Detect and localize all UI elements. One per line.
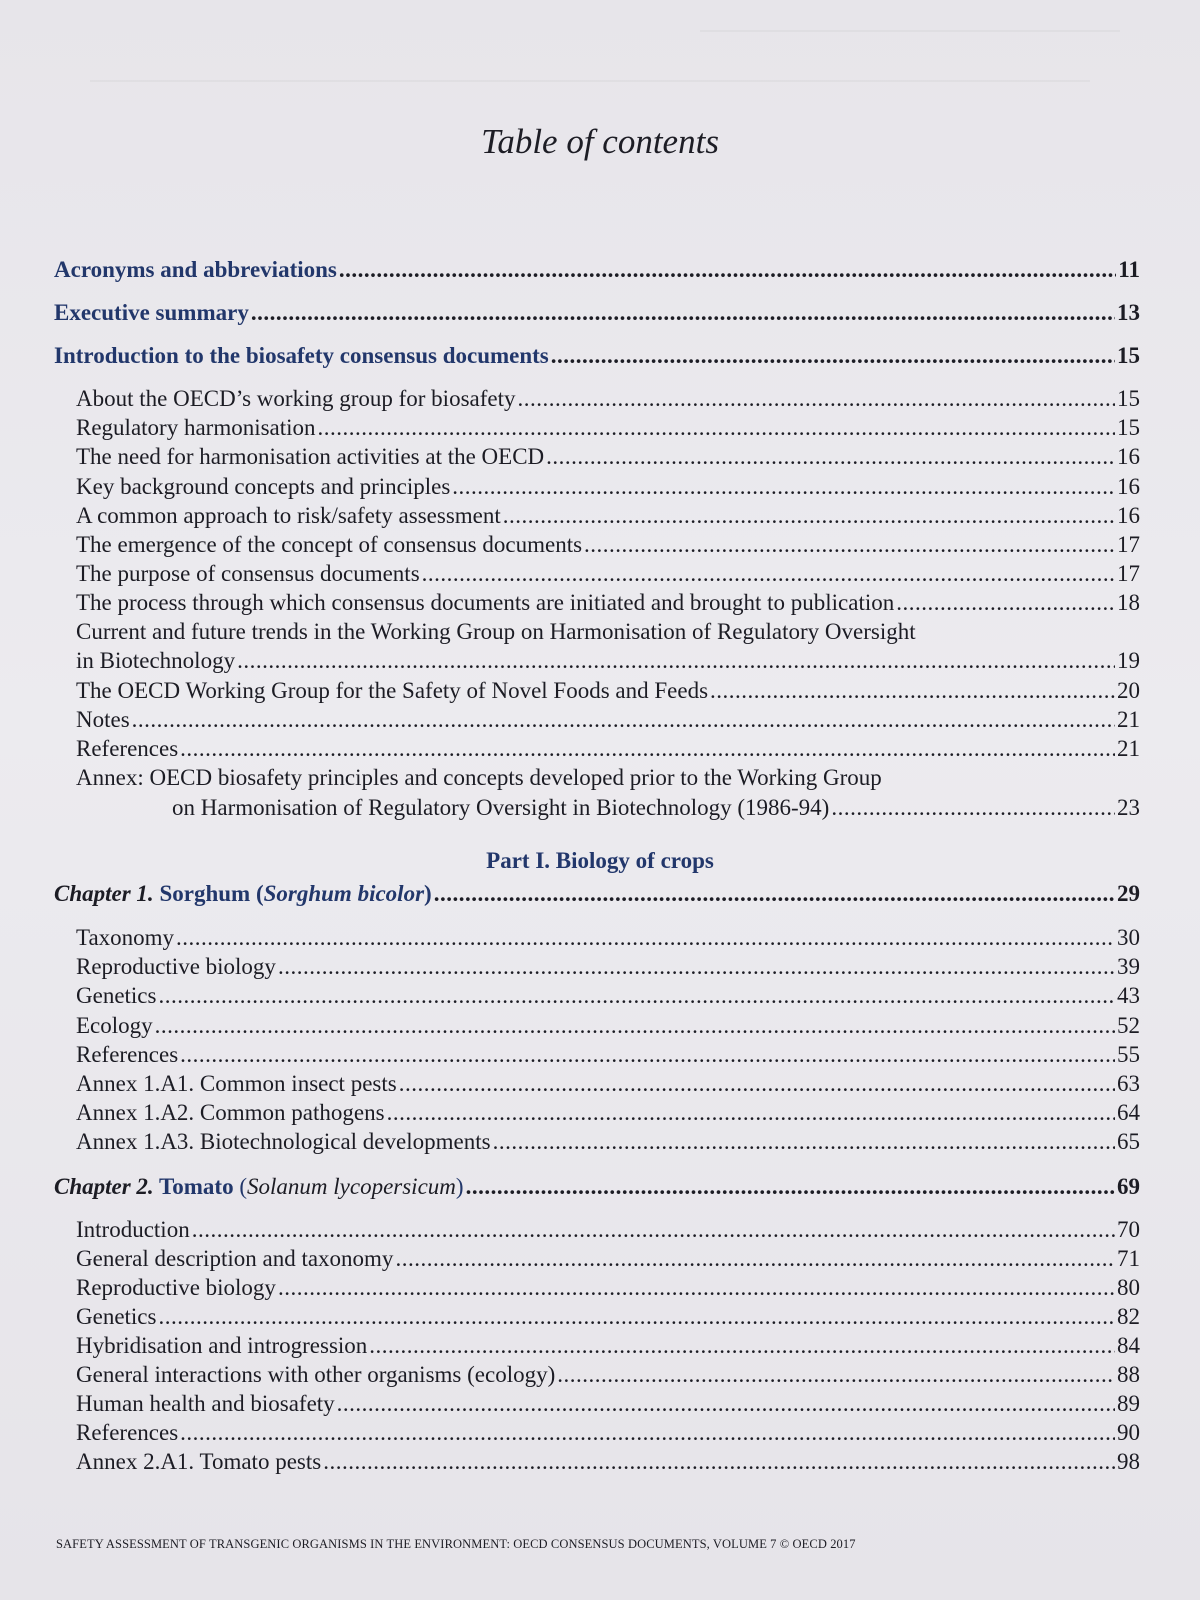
toc-page-number: 39 [1117,954,1140,979]
dot-leader [896,590,1115,616]
toc-page-number: 16 [1117,444,1140,469]
toc-page-number: 52 [1117,1013,1140,1038]
chapter-name: Sorghum [159,881,251,906]
toc-page-number: 15 [1117,386,1140,411]
dot-leader [251,300,1115,326]
toc-entry-label: The need for harmonisation activities at the OECD [76,444,545,469]
toc-entry-label: Ecology [76,1013,153,1038]
toc-entry-introduction[interactable] [54,343,1140,369]
toc-subentry[interactable] [76,1362,1140,1388]
paren-close: ) [424,881,432,906]
toc-entry-label: Genetics [76,1304,157,1329]
dot-leader [180,1042,1115,1068]
dot-leader [192,1217,1115,1243]
dot-leader [337,1391,1115,1417]
dot-leader [180,736,1115,762]
chapter-scientific-name: Sorghum bicolor [263,881,425,906]
toc-page-number: 82 [1117,1304,1140,1329]
dot-leader [278,1275,1115,1301]
toc-subentry[interactable] [76,1391,1140,1417]
toc-subentry[interactable] [76,590,1140,616]
toc-entry-label: References [76,1042,179,1067]
toc-subentry-first-line[interactable]: Annex: OECD biosafety principles and concepts developed prior to the Working Group [76,765,882,790]
dot-leader [387,1100,1115,1126]
toc-page-number: 88 [1117,1362,1140,1387]
toc-subentry[interactable] [76,1333,1140,1359]
dot-leader [158,1304,1115,1330]
dot-leader [369,1333,1115,1359]
dot-leader [831,795,1115,821]
toc-entry-label: General interactions with other organisms (ecology) [76,1362,556,1387]
toc-subentry[interactable] [76,1129,1140,1155]
dot-leader [339,257,1116,283]
dot-leader [452,474,1115,500]
paren-close: ) [455,1174,464,1199]
toc-subentry[interactable] [76,1071,1140,1097]
dot-leader [584,532,1115,558]
toc-subentry[interactable] [76,983,1140,1009]
toc-entry-label: Regulatory harmonisation [76,415,316,440]
toc-page-number: 89 [1117,1391,1140,1416]
paren-open: ( [239,1174,248,1199]
toc-page-number: 29 [1117,881,1140,906]
chapter-heading [54,1174,464,1200]
toc-subentry[interactable] [76,1449,1140,1475]
chapter-scientific-name: Solanum lycopersicum [247,1174,456,1199]
toc-subentry[interactable] [76,386,1140,412]
dot-leader [503,503,1115,529]
dot-leader [493,1129,1115,1155]
bleed-through [90,60,1090,82]
dot-leader [176,925,1115,951]
toc-entry-label: The OECD Working Group for the Safety of Novel Foods and Feeds [76,678,709,703]
dot-leader [557,1362,1115,1388]
bleed-through [700,10,1120,32]
chapter-name: Tomato [159,1174,234,1199]
toc-subentry-first-line[interactable]: Current and future trends in the Working Group on Harmonisation of Regulatory Oversight [76,619,916,644]
toc-entry-label: Taxonomy [76,925,175,950]
toc-page-number: 15 [1117,415,1140,440]
toc-subentry[interactable] [76,1100,1140,1126]
toc-entry-label: Genetics [76,983,157,1008]
toc-entry-label: Reproductive biology [76,954,276,979]
toc-subentry[interactable] [76,678,1140,704]
toc-entry-label: References [76,1420,179,1445]
toc-page-number: 15 [1117,343,1140,368]
dot-leader [323,1449,1115,1475]
toc-subentry[interactable] [76,532,1140,558]
page-footer: SAFETY ASSESSMENT OF TRANSGENIC ORGANISMS IN THE ENVIRONMENT: OECD CONSENSUS DOCUMENTS, VOLUME 7 © OECD 2017 [56,1537,856,1551]
toc-subentry[interactable] [172,795,1140,821]
toc-entry-label: Human health and biosafety [76,1391,335,1416]
dot-leader [546,444,1115,470]
part-heading: Part I. Biology of crops [486,848,714,873]
toc-subentry[interactable] [76,1013,1140,1039]
toc-page-number: 20 [1117,678,1140,703]
toc-chapter-1[interactable] [54,881,1140,907]
toc-subentry[interactable] [76,1217,1140,1243]
toc-entry-label: Hybridisation and introgression [76,1333,368,1358]
toc-entry-label: on Harmonisation of Regulatory Oversight in Biotechnology (1986-94) [172,795,830,820]
toc-entry-label: Annex 1.A3. Biotechnological developments [76,1129,491,1154]
toc-subentry[interactable] [76,1420,1140,1446]
toc-entry-label: The emergence of the concept of consensus documents [76,532,583,557]
toc-entry-label: Annex 2.A1. Tomato pests [76,1449,322,1474]
toc-subentry[interactable] [76,1304,1140,1330]
toc-entry-label: Annex 1.A1. Common insect pests [76,1071,397,1096]
toc-entry-label: General description and taxonomy [76,1246,394,1271]
toc-page-number: 70 [1117,1217,1140,1242]
dot-leader [237,648,1115,674]
toc-entry-label: Key background concepts and principles [76,474,451,499]
toc-entry-label: in Biotechnology [76,648,236,673]
toc-page-number: 64 [1117,1100,1140,1125]
dot-leader [466,1174,1115,1200]
toc-page-number: 19 [1117,648,1140,673]
toc-page-number: 11 [1118,257,1140,282]
toc-entry-label: A common approach to risk/safety assessment [76,503,501,528]
dot-leader [318,415,1115,441]
toc-page-number: 55 [1117,1042,1140,1067]
toc-page-number: 13 [1117,300,1140,325]
dot-leader [399,1071,1115,1097]
toc-page-number: 17 [1117,561,1140,586]
toc-subentry[interactable] [76,444,1140,470]
toc-page-number: 65 [1117,1129,1140,1154]
toc-subentry[interactable] [76,561,1140,587]
dot-leader [278,954,1115,980]
toc-entry-acronyms[interactable] [54,257,1140,283]
toc-entry-label: Introduction [76,1217,190,1242]
toc-entry-label: References [76,736,179,761]
toc-page-number: 16 [1117,503,1140,528]
toc-page-number: 18 [1117,590,1140,615]
dot-leader [180,1420,1115,1446]
toc-chapter-2[interactable] [54,1174,1140,1200]
dot-leader [551,343,1115,369]
dot-leader [518,386,1116,412]
toc-page-number: 30 [1117,925,1140,950]
toc-subentry[interactable] [76,648,1140,674]
dot-leader [434,881,1115,907]
toc-subentry[interactable] [76,415,1140,441]
toc-page-number: 43 [1117,983,1140,1008]
toc-entry-executive-summary[interactable] [54,300,1140,326]
toc-page-number: 21 [1117,736,1140,761]
toc-page-number: 23 [1117,795,1140,820]
toc-subentry[interactable] [76,1275,1140,1301]
toc-page-number: 21 [1117,707,1140,732]
toc-page-number: 71 [1117,1246,1140,1271]
toc-entry-label: Introduction to the biosafety consensus documents [54,343,549,368]
toc-subentry[interactable] [76,736,1140,762]
toc-subentry[interactable] [76,707,1140,733]
toc-entry-label: Annex 1.A2. Common pathogens [76,1100,385,1125]
toc-entry-label: About the OECD’s working group for biosafety [76,386,516,411]
chapter-heading [54,881,432,907]
toc-subentry[interactable] [76,474,1140,500]
toc-page-number: 69 [1117,1174,1140,1199]
dot-leader [155,1013,1115,1039]
toc-subentry[interactable] [76,1246,1140,1272]
toc-page-number: 84 [1117,1333,1140,1358]
toc-entry-label: The process through which consensus documents are initiated and brought to publication [76,590,895,615]
toc-entry-label: Notes [76,707,130,732]
toc-page-number: 80 [1117,1275,1140,1300]
dot-leader [395,1246,1115,1272]
toc-page-number: 90 [1117,1420,1140,1445]
dot-leader [158,983,1115,1009]
toc-entry-label: Acronyms and abbreviations [54,257,337,282]
dot-leader [710,678,1115,704]
chapter-number: Chapter 1. [54,881,154,906]
toc-entry-label: Executive summary [54,300,249,325]
chapter-number: Chapter 2. [54,1174,154,1199]
toc-subentry[interactable] [76,925,1140,951]
toc-page-number: 17 [1117,532,1140,557]
toc-subentry[interactable] [76,503,1140,529]
toc-subentry[interactable] [76,954,1140,980]
page-title: Table of contents [481,122,719,161]
toc-page-number: 16 [1117,474,1140,499]
dot-leader [132,707,1115,733]
dot-leader [422,561,1115,587]
toc-entry-label: The purpose of consensus documents [76,561,420,586]
toc-entry-label: Reproductive biology [76,1275,276,1300]
toc-subentry[interactable] [76,1042,1140,1068]
paren-open: ( [255,881,264,906]
toc-page-number: 63 [1117,1071,1140,1096]
toc-page-number: 98 [1117,1449,1140,1474]
